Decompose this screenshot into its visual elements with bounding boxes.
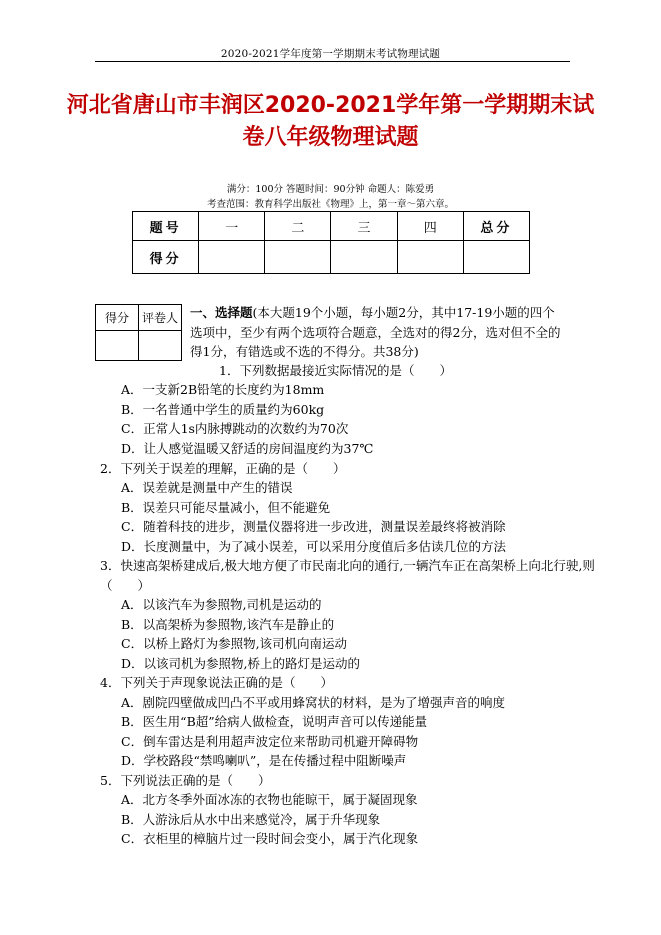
score-header-cell: 一 — [199, 212, 265, 241]
score-header-cell: 总分 — [463, 212, 529, 241]
grader-table — [95, 304, 182, 361]
question-option: C．倒车雷达是利用超声波定位来帮助司机避开障碍物 — [121, 734, 419, 749]
question-option: A．误差就是测量中产生的错误 — [121, 480, 293, 495]
question-option: B．误差只可能尽量减小，但不能避免 — [121, 500, 331, 515]
question-option: D．学校路段“禁鸣喇叭”，是在传播过程中阻断噪声 — [121, 753, 407, 768]
exam-title-line-2: 卷八年级物理试题 — [242, 125, 419, 150]
question-option: A．剧院四壁做成凹凸不平或用蜂窝状的材料，是为了增强声音的响度 — [121, 695, 506, 710]
question-line: 1．下列数据最接近实际情况的是（ ） — [219, 363, 452, 378]
question-option: A．北方冬季外面冰冻的衣物也能晾干，属于凝固现象 — [121, 792, 418, 807]
question-line: 2．下列关于误差的理解，正确的是（ ） — [100, 461, 346, 476]
section-1-text: (本大题19个小题，每小题2分，其中17-19小题的四个选项中，至少有两个选项符合题意，全选对的得2分，选对但不全的得1分，有错选或不选的不得分。共38分) — [190, 305, 561, 359]
exam-info-line-1: 满分：100分 答题时间：90分钟 命题人：陈爱勇 — [226, 184, 435, 195]
score-table-header-row — [133, 212, 530, 241]
question-line: （ ） — [100, 578, 151, 593]
score-cell[interactable] — [331, 241, 397, 274]
question-option: C．以桥上路灯为参照物,该司机向南运动 — [121, 636, 348, 651]
score-table-row — [133, 241, 530, 274]
score-cell[interactable] — [265, 241, 331, 274]
running-header: 2020-2021学年度第一学期期末考试物理试题 — [220, 48, 441, 60]
section-1-heading: 一、选择题 — [190, 305, 253, 320]
question-option: D．长度测量中，为了减小误差，可以采用分度值后多估读几位的方法 — [121, 539, 507, 554]
question-option: D．让人感觉温暖又舒适的房间温度约为37℃ — [121, 441, 374, 456]
score-row-label: 得分 — [133, 241, 199, 274]
score-header-cell: 三 — [331, 212, 397, 241]
header-rule — [95, 61, 570, 62]
question-line: 5．下列说法正确的是（ ） — [100, 773, 271, 788]
question-option: C．衣柜里的樟脑片过一段时间会变小，属于汽化现象 — [121, 831, 419, 846]
grader-score-label: 得分 — [96, 305, 139, 331]
score-cell[interactable] — [199, 241, 265, 274]
question-option: B．一名普通中学生的质量约为60kg — [121, 402, 325, 417]
score-header-cell: 题号 — [133, 212, 199, 241]
question-option: A．一支新2B铅笔的长度约为18mm — [121, 382, 325, 397]
score-header-cell: 四 — [397, 212, 463, 241]
question-option: A．以该汽车为参照物,司机是运动的 — [121, 597, 322, 612]
question-line: 4．下列关于声现象说法正确的是（ ） — [100, 675, 333, 690]
section-1-instructions — [190, 303, 562, 362]
question-option: C．正常人1s内脉搏跳动的次数约为70次 — [121, 421, 349, 436]
question-option: C．随着科技的进步，测量仪器将进一步改进，测量误差最终将被消除 — [121, 519, 506, 534]
grader-score-cell[interactable] — [96, 331, 139, 361]
score-table — [132, 211, 530, 274]
score-cell[interactable] — [397, 241, 463, 274]
grader-name-cell[interactable] — [139, 331, 182, 361]
question-option: D．以该司机为参照物,桥上的路灯是运动的 — [121, 656, 360, 671]
question-option: B．人游泳后从水中出来感觉冷，属于升华现象 — [121, 812, 381, 827]
score-cell[interactable] — [463, 241, 529, 274]
grader-name-label: 评卷人 — [139, 305, 182, 331]
question-option: B．医生用“B超”给病人做检查，说明声音可以传递能量 — [121, 714, 428, 729]
exam-info-line-2: 考查范围：教育科学出版社《物理》上，第一章～第六章。 — [206, 199, 454, 210]
score-header-cell: 二 — [265, 212, 331, 241]
question-option: B．以高架桥为参照物,该汽车是静止的 — [121, 617, 335, 632]
question-line: 3．快速高架桥建成后,极大地方便了市民南北向的通行,一辆汽车正在高架桥上向北行驶,则 — [100, 558, 595, 573]
exam-title-line-1: 河北省唐山市丰润区2020-2021学年第一学期期末试 — [66, 93, 595, 118]
